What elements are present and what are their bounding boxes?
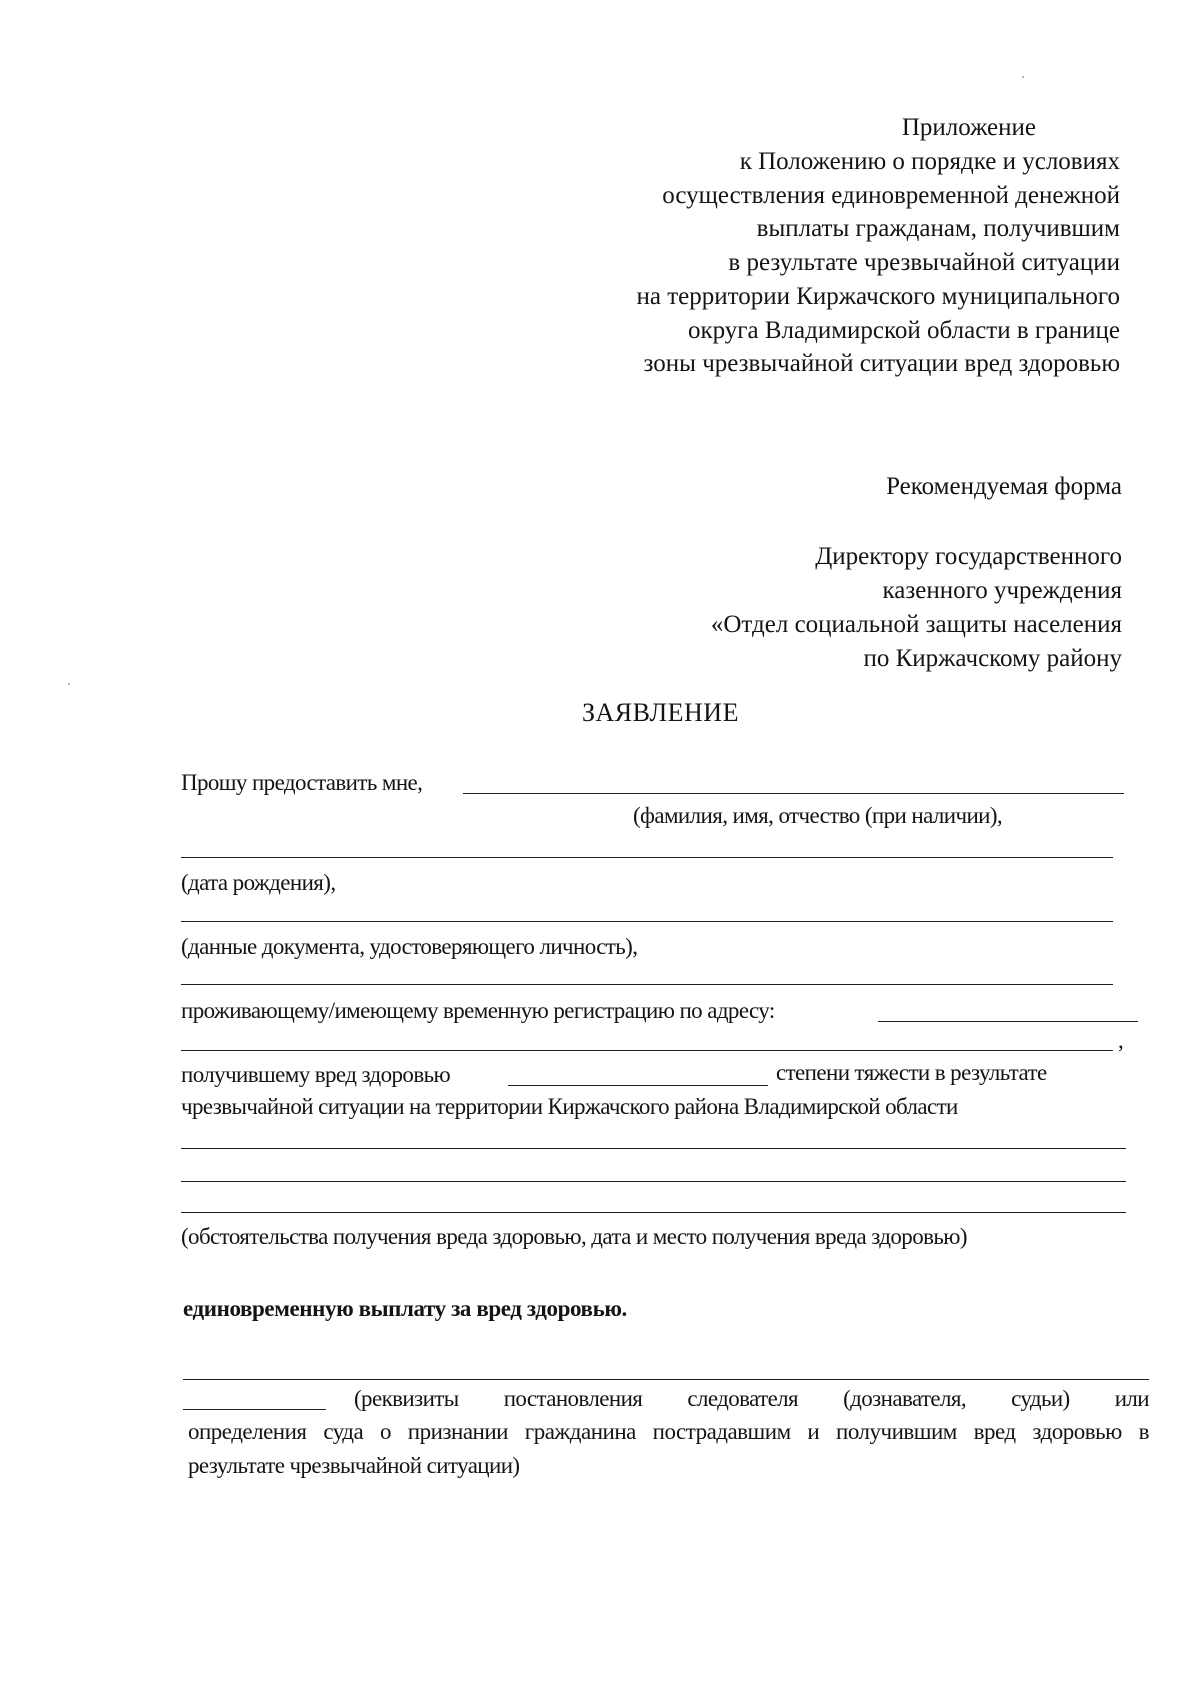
circumstances-field-line-3[interactable] [181,1212,1126,1213]
birth-hint: (дата рождения), [181,870,336,895]
fio-hint: (фамилия, имя, отчество (при наличии), [633,803,1003,828]
appendix-line: выплаты гражданам, получившим [756,215,1120,242]
address-field-line[interactable] [878,1021,1138,1022]
addressee-line: казенного учреждения [882,577,1122,604]
severity-label: степени тяжести в результате [776,1060,1047,1085]
address-comma: , [1118,1028,1124,1053]
addressee-line: по Киржачскому району [863,645,1122,672]
harm-severity-field-line[interactable] [508,1085,768,1086]
appendix-line: осуществления единовременной денежной [662,182,1120,209]
form-note: Рекомендуемая форма [886,473,1122,500]
requisites-hint-line-1: (реквизиты постановления следователя (дознавателя, судьи) или [354,1386,1149,1411]
appendix-line: в результате чрезвычайной ситуации [728,249,1120,276]
appendix-line: на территории Киржачского муниципального [636,283,1120,310]
scan-speck [1022,76,1024,78]
address-label: проживающему/имеющему временную регистрацию по адресу: [181,998,775,1023]
request-label: Прошу предоставить мне, [181,770,423,795]
circumstances-hint: (обстоятельства получения вреда здоровью, дата и место получения вреда здоровью) [181,1224,967,1249]
requisites-hint-line-2: определения суда о признании гражданина пострадавшим и получившим вред здоровью в [188,1419,1149,1444]
circumstances-field-line-1[interactable] [181,1148,1126,1149]
harm-region-text: чрезвычайной ситуации на территории Киржачского района Владимирской области [181,1094,958,1119]
address-field-line-2[interactable] [181,1050,1113,1051]
circumstances-field-line-2[interactable] [181,1181,1126,1182]
separator-line [181,984,1113,985]
requisites-hint-line-3: результате чрезвычайной ситуации) [188,1453,520,1478]
appendix-title: Приложение [901,114,1036,141]
addressee-line: Директору государственного [815,543,1122,570]
scan-speck [68,683,70,685]
requisites-field-line-2[interactable] [183,1409,326,1410]
appendix-line: к Положению о порядке и условиях [739,148,1120,175]
addressee-line: «Отдел социальной защиты населения [710,611,1122,638]
id-document-field-line[interactable] [181,921,1113,922]
appendix-line: зоны чрезвычайной ситуации вред здоровью [643,350,1120,377]
birth-field-line[interactable] [181,857,1113,858]
payment-text: единовременную выплату за вред здоровью. [183,1296,627,1321]
harm-label: получившему вред здоровью [181,1062,451,1087]
document-title: ЗАЯВЛЕНИЕ [582,698,739,727]
fio-field-line[interactable] [463,793,1124,794]
id-document-hint: (данные документа, удостоверяющего личность), [181,934,638,959]
requisites-field-line-1[interactable] [183,1379,1149,1380]
appendix-line: округа Владимирской области в границе [687,317,1120,344]
